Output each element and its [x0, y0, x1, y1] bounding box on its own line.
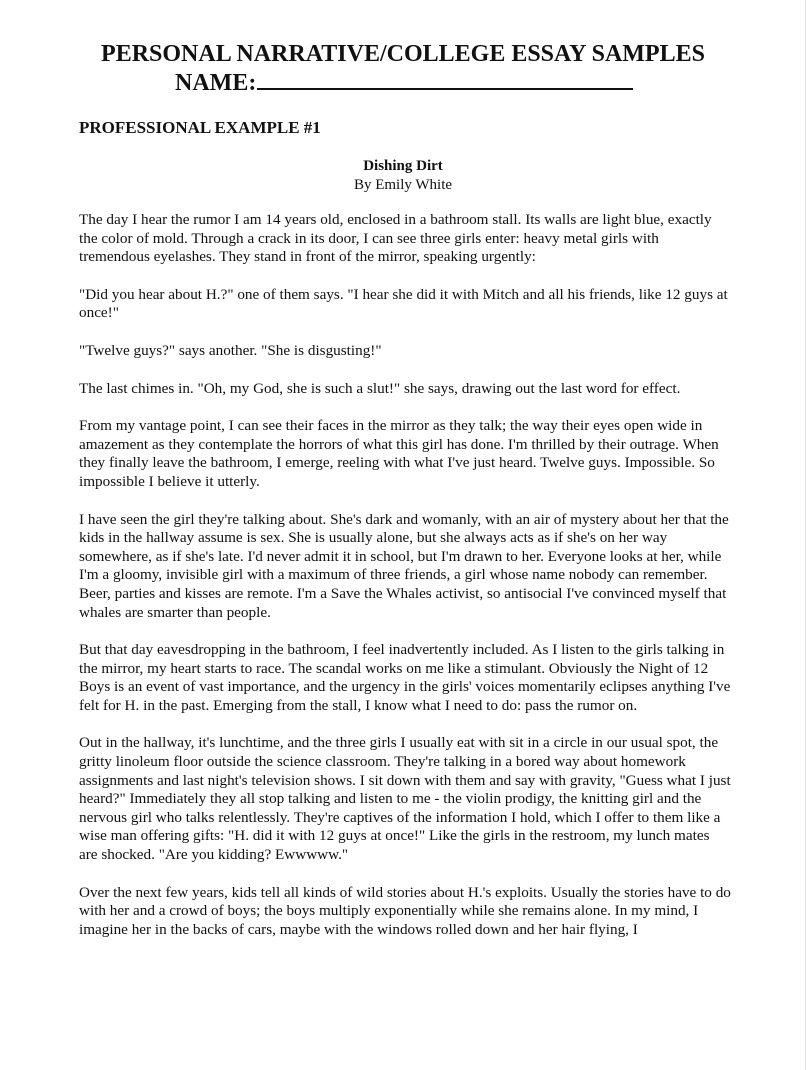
name-field — [175, 68, 633, 97]
essay-paragraph: "Did you hear about H.?" one of them says. "I hear she did it with Mitch and all his friends, like 12 guys at once!" — [79, 285, 728, 322]
name-blank-line — [257, 68, 633, 90]
essay-title: Dishing Dirt — [363, 158, 443, 174]
section-heading: PROFESSIONAL EXAMPLE #1 — [79, 118, 321, 137]
essay-paragraph: But that day eavesdropping in the bathroom, I feel inadvertently included. As I listen to the girls talking in the mirror, my heart starts to race. The scandal works on me like a stimulant. Obviously the Night of 12 Boys is an event of vast importance, and the urgency in the girls' voices momentarily eclipses anything I've felt for H. in the past. Emerging from the stall, I know what I need to do: pass the rumor on. — [79, 641, 731, 714]
essay-paragraph: Over the next few years, kids tell all kinds of wild stories about H.'s exploits. Usually the stories have to do with her and a crowd of boys; the boys multiply exponentially while she remains alone. In my mind, I imagine her in the backs of cars, maybe with the windows rolled down and her hair flying, I — [79, 883, 731, 938]
essay-paragraph: "Twelve guys?" says another. "She is disgusting!" — [79, 341, 382, 359]
essay-byline: By Emily White — [353, 177, 453, 193]
essay-paragraph: The day I hear the rumor I am 14 years old, enclosed in a bathroom stall. Its walls are light blue, exactly the color of mold. Through a crack in its door, I can see three girls enter: heavy metal girls with tremendous eyelashes. They stand in front of the mirror, speaking urgently: — [79, 211, 712, 266]
essay-paragraph: From my vantage point, I can see their faces in the mirror as they talk; the way their eyes open wide in amazement as they contemplate the horrors of what this girl has done. I'm thrilled by their outrage. When they finally leave the bathroom, I emerge, reeling with what I've just heard. Twelve guys. Impossible. So impossible I believe it utterly. — [79, 417, 719, 490]
essay-paragraph: The last chimes in. "Oh, my God, she is such a slut!" she says, drawing out the last word for effect. — [79, 379, 681, 397]
name-label: NAME: — [175, 70, 257, 96]
document-title: PERSONAL NARRATIVE/COLLEGE ESSAY SAMPLES — [101, 41, 705, 67]
essay-body — [79, 211, 731, 958]
essay-paragraph: I have seen the girl they're talking about. She's dark and womanly, with an air of mystery about her that the kids in the hallway assume is sex. She is usually alone, but she always acts as if she's on her way somewhere, as if she's late. I'd never admit it in school, but I'm drawn to her. Everyone looks at her, while I'm a gloomy, invisible girl with a maximum of three friends, a girl whose name nobody can remember. Beer, parties and kisses are remote. I'm a Save the Whales activist, so antisocial I've convinced myself that whales are smarter than people. — [79, 510, 729, 621]
essay-paragraph: Out in the hallway, it's lunchtime, and the three girls I usually eat with sit in a circle in our usual spot, the gritty linoleum floor outside the science classroom. They're talking in a bored way about homework assignments and last night's television shows. I sit down with them and say with gravity, "Guess what I just heard?" Immediately they all stop talking and listen to me - the violin prodigy, the knitting girl and the nervous girl who talks relentlessly. They're captives of the information I hold, which I offer to them like a wise man offering gifts: "H. did it with 12 guys at once!" Like the girls in the restroom, my lunch mates are shocked. "Are you kidding? Ewwwww." — [79, 734, 731, 864]
